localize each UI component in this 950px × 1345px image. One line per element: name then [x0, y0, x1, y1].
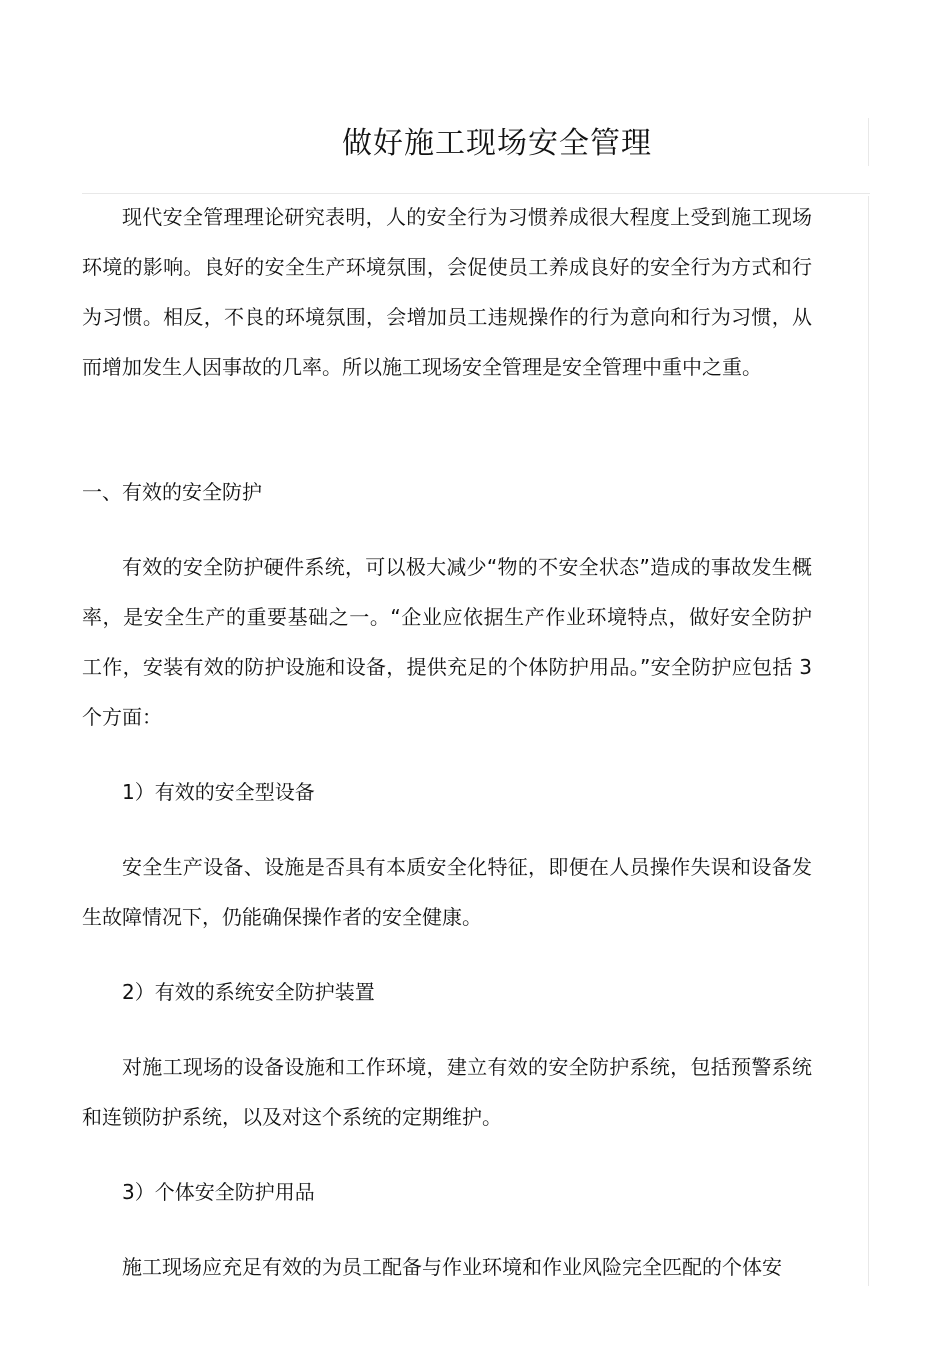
- section-heading: 一、有效的安全防护: [82, 480, 262, 504]
- document-title: 做好施工现场安全管理: [342, 126, 652, 161]
- intro-paragraph: 现代安全管理理论研究表明，人的安全行为习惯养成很大程度上受到施工现场环境的影响。良好的安全生产环境氛围，会促使员工养成良好的安全行为方式和行为习惯。相反，不良的环境氛围，会增加员工违规操作的行为意向和行为习惯，从而增加发生人因事故的几率。所以施工现场安全管理是安全管理中重中之重。: [82, 205, 812, 379]
- subsection-label: 3）个体安全防护用品: [122, 1180, 315, 1204]
- subsection-paragraph: 对施工现场的设备设施和工作环境，建立有效的安全防护系统，包括预警系统和连锁防护系统，以及对这个系统的定期维护。: [82, 1055, 812, 1129]
- right-margin-line: [868, 196, 869, 1286]
- subsection-label: 2）有效的系统安全防护装置: [122, 980, 375, 1004]
- subsection-paragraph: 安全生产设备、设施是否具有本质安全化特征，即便在人员操作失误和设备发生故障情况下，仍能确保操作者的安全健康。: [82, 855, 812, 929]
- subsection-label: 1）有效的安全型设备: [122, 780, 315, 804]
- subsection-paragraph: 施工现场应充足有效的为员工配备与作业环境和作业风险完全匹配的个体安: [122, 1255, 782, 1279]
- right-margin-line: [868, 118, 869, 166]
- section-paragraph: 有效的安全防护硬件系统，可以极大减少“物的不安全状态”造成的事故发生概率，是安全生产的重要基础之一。“企业应依据生产作业环境特点，做好安全防护工作，安装有效的防护设施和设备，提供充足的个体防护用品。”安全防护应包括 3 个方面：: [82, 555, 812, 729]
